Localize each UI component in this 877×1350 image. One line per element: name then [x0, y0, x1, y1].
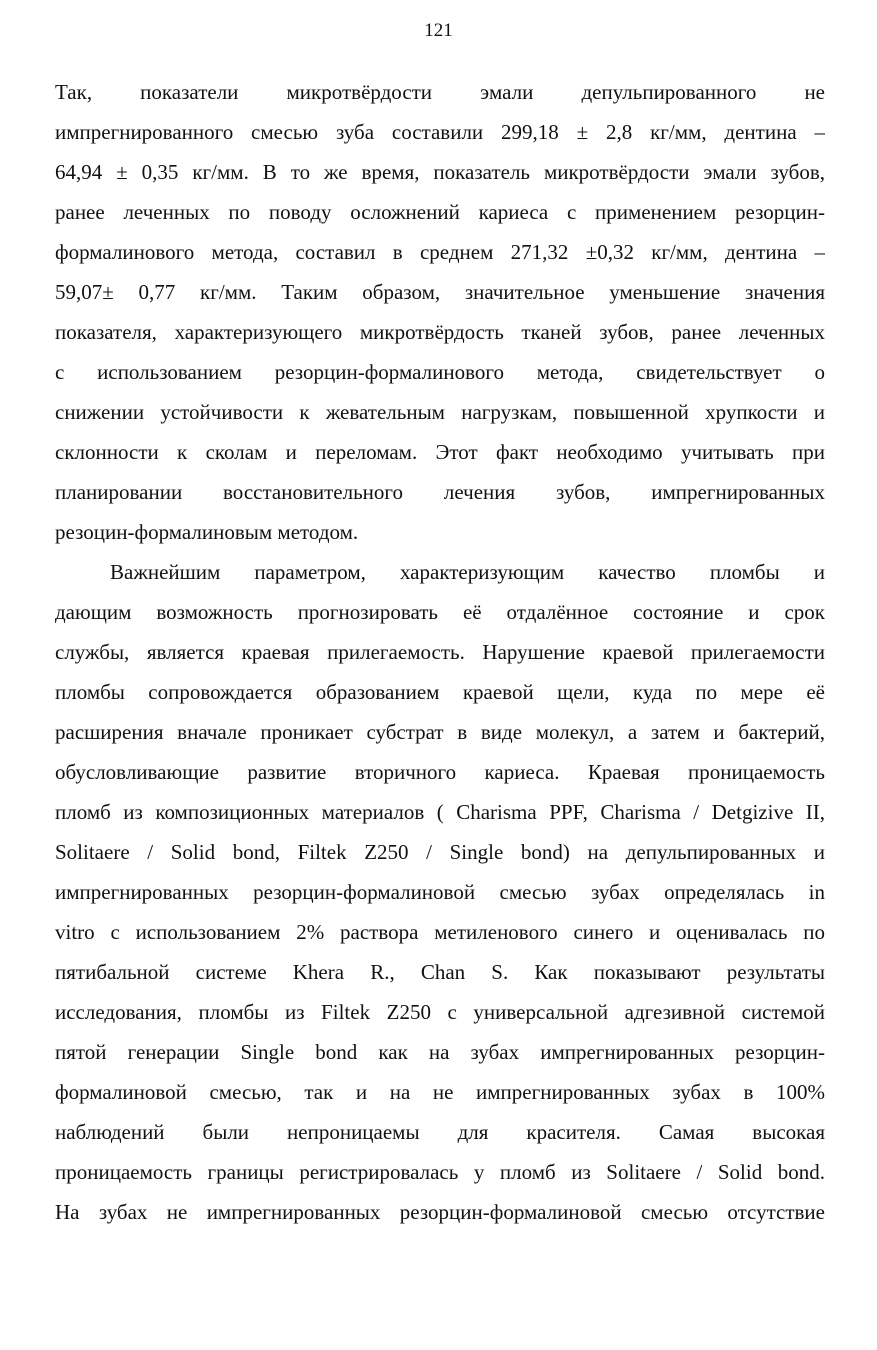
text-line: формалиновой смесью, так и на не импрегнированных зубах в 100% [55, 1080, 825, 1104]
text-line: наблюдений были непроницаемы для красителя. Самая высокая [55, 1120, 825, 1144]
text-line: 59,07± 0,77 кг/мм. Таким образом, значительное уменьшение значения [55, 280, 825, 304]
text-line: резоцин-формалиновым методом. [55, 520, 359, 544]
text-line: показателя, характеризующего микротвёрдость тканей зубов, ранее леченных [55, 320, 825, 344]
text-line: пятибальной системе Khera R., Chan S. Как показывают результаты [55, 960, 825, 984]
text-line: ранее леченных по поводу осложнений кариеса с применением резорцин- [55, 200, 825, 224]
text-line: Важнейшим параметром, характеризующим качество пломбы и [110, 560, 825, 584]
paragraph-1 [55, 72, 825, 552]
text-line: пломбы сопровождается образованием краевой щели, куда по мере её [55, 680, 825, 704]
text-line: службы, является краевая прилегаемость. Нарушение краевой прилегаемости [55, 640, 825, 664]
page-number: 121 [424, 20, 453, 41]
text-line: расширения вначале проникает субстрат в виде молекул, а затем и бактерий, [55, 720, 825, 744]
text-line: vitro с использованием 2% раствора метиленового синего и оценивалась по [55, 920, 825, 944]
text-line: обусловливающие развитие вторичного кариеса. Краевая проницаемость [55, 760, 825, 784]
text-line: снижении устойчивости к жевательным нагрузкам, повышенной хрупкости и [55, 400, 825, 424]
text-line: формалинового метода, составил в среднем 271,32 ±0,32 кг/мм, дентина – [55, 240, 825, 264]
text-line: склонности к сколам и переломам. Этот факт необходимо учитывать при [55, 440, 825, 464]
text-line: исследования, пломбы из Filtek Z250 с универсальной адгезивной системой [55, 1000, 825, 1024]
text-line: 64,94 ± 0,35 кг/мм. В то же время, показатель микротвёрдости эмали зубов, [55, 160, 825, 184]
body-text [55, 72, 825, 1232]
paragraph-2 [55, 552, 825, 1232]
text-line: дающим возможность прогнозировать её отдалённое состояние и срок [55, 600, 825, 624]
text-line: импрегнированного смесью зуба составили 299,18 ± 2,8 кг/мм, дентина – [55, 120, 825, 144]
text-line: с использованием резорцин-формалинового метода, свидетельствует о [55, 360, 825, 384]
text-line: На зубах не импрегнированных резорцин-формалиновой смесью отсутствие [55, 1200, 825, 1224]
text-line: пломб из композиционных материалов ( Charisma PPF, Charisma / Detgizive II, [55, 800, 825, 824]
text-line: планировании восстановительного лечения зубов, импрегнированных [55, 480, 825, 504]
text-line: импрегнированных резорцин-формалиновой смесью зубах определялась in [55, 880, 825, 904]
text-line: Так, показатели микротвёрдости эмали депульпированного не [55, 80, 825, 104]
text-line: Solitaere / Solid bond, Filtek Z250 / Single bond) на депульпированных и [55, 840, 825, 864]
text-line: проницаемость границы регистрировалась у пломб из Solitaere / Solid bond. [55, 1160, 825, 1184]
text-line: пятой генерации Single bond как на зубах импрегнированных резорцин- [55, 1040, 825, 1064]
